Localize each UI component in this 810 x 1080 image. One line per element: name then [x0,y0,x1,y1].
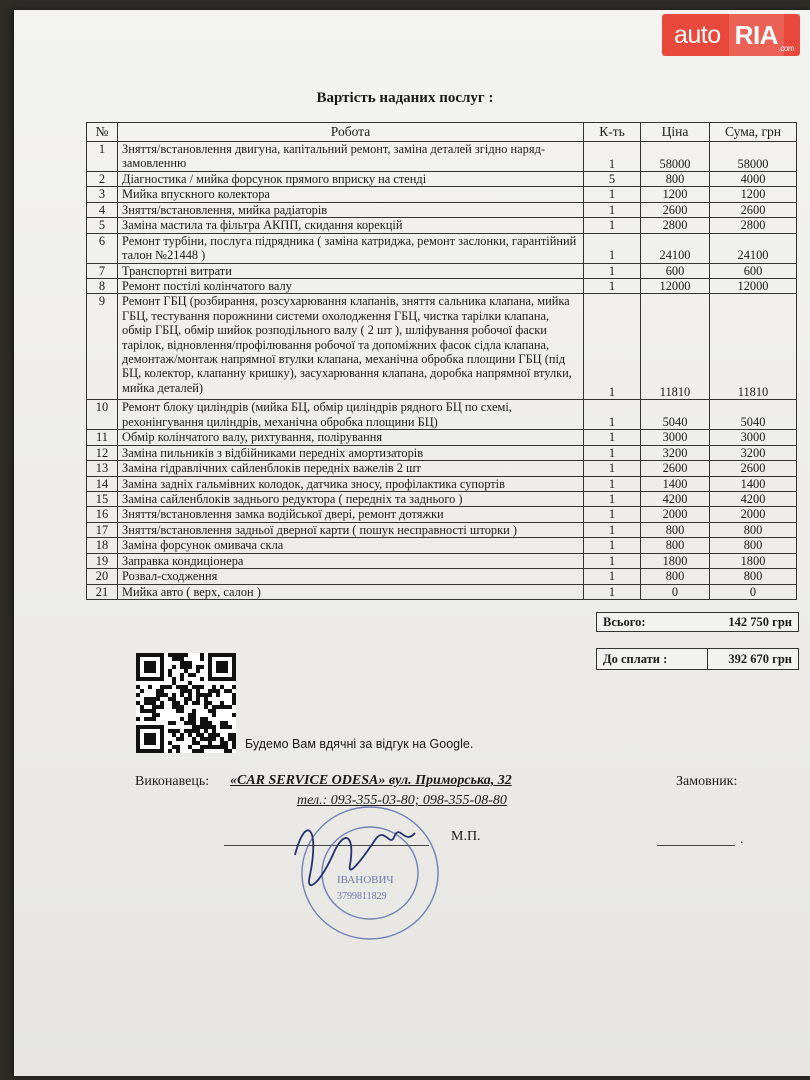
executor-phones: тел.: 093-355-03-80; 098-355-08-80 [297,793,507,808]
table-row [87,476,797,491]
table-row [87,430,797,445]
row-num: 3 [87,187,118,202]
row-price: 12000 [641,279,710,294]
row-num: 6 [87,233,118,263]
table-row [87,538,797,553]
row-num: 15 [87,492,118,507]
row-sum: 58000 [710,142,797,172]
row-num: 21 [87,584,118,599]
row-qty: 1 [584,538,641,553]
row-qty: 1 [584,294,641,400]
row-work: Мийка впускного колектора [118,187,584,202]
row-price: 4200 [641,492,710,507]
row-sum: 0 [710,584,797,599]
row-sum: 800 [710,569,797,584]
table-row [87,507,797,522]
stamp-place-label: М.П. [451,829,481,844]
row-qty: 1 [584,279,641,294]
col-sum: Сума, грн [710,123,797,142]
row-qty: 1 [584,187,641,202]
row-price: 11810 [641,294,710,400]
row-qty: 1 [584,445,641,460]
qr-code[interactable] [136,653,236,753]
row-work: Заміна гідравлічних сайленблоків передніх важелів 2 шт [118,461,584,476]
row-work: Транспортні витрати [118,263,584,278]
row-work: Ремонт турбіни, послуга підрядника ( заміна катриджа, ремонт заслонки, гарантійний талон №21448 ) [118,233,584,263]
row-sum: 24100 [710,233,797,263]
customer-label: Замовник: [676,774,738,789]
row-sum: 1200 [710,187,797,202]
col-num: № [87,123,118,142]
row-price: 2600 [641,202,710,217]
table-row [87,218,797,233]
row-num: 8 [87,279,118,294]
row-num: 4 [87,202,118,217]
table-row [87,553,797,568]
stamp-text-a: ІВАНОВИЧ [337,874,394,886]
row-qty: 1 [584,461,641,476]
row-work: Ремонт ГБЦ (розбирання, розсухарювання клапанів, зняття сальника клапана, мийка ГБЦ, тестування порожнини системи охолодження ГБЦ, чистка тарілки клапана, обмір ГБЦ, обмір шийок розподільного валу ( 2 шт ), шліфування робочої фаски тарілок, відновлення/профілювання робочої та допоміжних фасок сідла клапана, демонтаж/монтаж напрямної втулки клапана, механічна обробка площини ГБЦ (під БЦ, колектор, клапанну кришку), засухарювання клапана, доробка напрямної втулки, мийка деталей) [118,294,584,400]
row-price: 3200 [641,445,710,460]
row-work: Зняття/встановлення замка водійської двері, ремонт дотяжки [118,507,584,522]
table-row [87,492,797,507]
row-num: 5 [87,218,118,233]
row-sum: 2600 [710,202,797,217]
row-price: 600 [641,263,710,278]
table-row [87,142,797,172]
row-qty: 1 [584,233,641,263]
row-num: 9 [87,294,118,400]
row-work: Зняття/встановлення двигуна, капітальний ремонт, заміна деталей згідно наряд-замовленню [118,142,584,172]
row-price: 1400 [641,476,710,491]
logo-ria: RIA [729,14,784,56]
row-num: 12 [87,445,118,460]
row-work: Мийка авто ( верх, салон ) [118,584,584,599]
row-qty: 1 [584,430,641,445]
row-sum: 1400 [710,476,797,491]
row-qty: 1 [584,142,641,172]
review-note: Будемо Вам вдячні за відгук на Google. [245,737,474,751]
col-work: Робота [118,123,584,142]
row-num: 19 [87,553,118,568]
logo-text: auto [674,20,721,49]
row-work: Ремонт блоку циліндрів (мийка БЦ, обмір циліндрів рядного БЦ по схемі, рехонінгування циліндрів, механічна обробка площини БЦ) [118,400,584,430]
row-work: Заміна задніх гальмівних колодок, датчика зносу, профілактика супортів [118,476,584,491]
row-sum: 3000 [710,430,797,445]
row-price: 800 [641,569,710,584]
row-price: 5040 [641,400,710,430]
row-work: Заміна пильників з відбійниками передніх амортизаторів [118,445,584,460]
row-price: 2600 [641,461,710,476]
row-sum: 4200 [710,492,797,507]
customer-signature-line [657,845,735,846]
row-num: 17 [87,522,118,537]
services-table [86,122,797,600]
row-price: 800 [641,172,710,187]
table-header [87,123,797,142]
row-qty: 1 [584,507,641,522]
table-row [87,461,797,476]
row-price: 58000 [641,142,710,172]
row-sum: 2800 [710,218,797,233]
row-work: Зняття/встановлення задньої дверної карти ( пошук несправності шторки ) [118,522,584,537]
row-price: 2800 [641,218,710,233]
row-price: 0 [641,584,710,599]
row-sum: 12000 [710,279,797,294]
total-value: 142 750 грн [728,614,792,629]
pay-value: 392 670 грн [728,651,792,666]
row-num: 16 [87,507,118,522]
row-qty: 1 [584,553,641,568]
row-num: 20 [87,569,118,584]
row-work: Діагностика / мийка форсунок прямого вприску на стенді [118,172,584,187]
row-qty: 1 [584,218,641,233]
row-price: 2000 [641,507,710,522]
row-qty: 5 [584,172,641,187]
row-qty: 1 [584,569,641,584]
row-qty: 1 [584,400,641,430]
row-work: Заправка кондиціонера [118,553,584,568]
logo-suffix: .com [778,44,794,53]
row-work: Заміна сайленблоків заднього редуктора ( передніх та заднього ) [118,492,584,507]
stamp-text-b: 3799811829 [337,891,387,902]
row-sum: 11810 [710,294,797,400]
col-qty: К-ть [584,123,641,142]
total-box [596,612,799,632]
row-work: Заміна мастила та фільтра АКПП, скидання корекцій [118,218,584,233]
document-title: Вартість наданих послуг : [316,90,494,106]
table-row [87,202,797,217]
table-row [87,263,797,278]
row-sum: 4000 [710,172,797,187]
row-work: Зняття/встановлення, мийка радіаторів [118,202,584,217]
row-sum: 600 [710,263,797,278]
row-price: 3000 [641,430,710,445]
row-num: 1 [87,142,118,172]
row-price: 1200 [641,187,710,202]
table-row [87,569,797,584]
company-stamp [275,795,445,945]
table-row [87,172,797,187]
row-sum: 2600 [710,461,797,476]
row-sum: 800 [710,522,797,537]
table-row [87,294,797,400]
col-price: Ціна [641,123,710,142]
row-qty: 1 [584,263,641,278]
row-qty: 1 [584,522,641,537]
row-price: 1800 [641,553,710,568]
customer-dot: . [740,832,744,847]
row-sum: 1800 [710,553,797,568]
row-num: 2 [87,172,118,187]
row-price: 24100 [641,233,710,263]
executor-label: Виконавець: [135,774,210,789]
row-sum: 800 [710,538,797,553]
row-sum: 3200 [710,445,797,460]
table-row [87,445,797,460]
row-qty: 1 [584,584,641,599]
row-num: 13 [87,461,118,476]
row-num: 10 [87,400,118,430]
row-num: 18 [87,538,118,553]
row-work: Ремонт постілі колінчатого валу [118,279,584,294]
table-row [87,400,797,430]
table-row [87,233,797,263]
table-row [87,584,797,599]
row-work: Обмір колінчатого валу, рихтування, полірування [118,430,584,445]
row-sum: 5040 [710,400,797,430]
row-work: Розвал-сходження [118,569,584,584]
table-row [87,522,797,537]
row-qty: 1 [584,492,641,507]
row-price: 800 [641,538,710,553]
row-num: 14 [87,476,118,491]
total-label: Всього: [603,614,646,629]
row-work: Заміна форсунок омивача скла [118,538,584,553]
table-row [87,279,797,294]
row-num: 7 [87,263,118,278]
row-qty: 1 [584,476,641,491]
row-price: 800 [641,522,710,537]
autoria-logo[interactable] [662,14,800,56]
pay-label: До сплати : [597,649,708,669]
table-row [87,187,797,202]
row-sum: 2000 [710,507,797,522]
executor-name: «CAR SERVICE ODESA» вул. Приморська, 32 [230,773,512,788]
pay-box [596,648,799,670]
row-num: 11 [87,430,118,445]
row-qty: 1 [584,202,641,217]
